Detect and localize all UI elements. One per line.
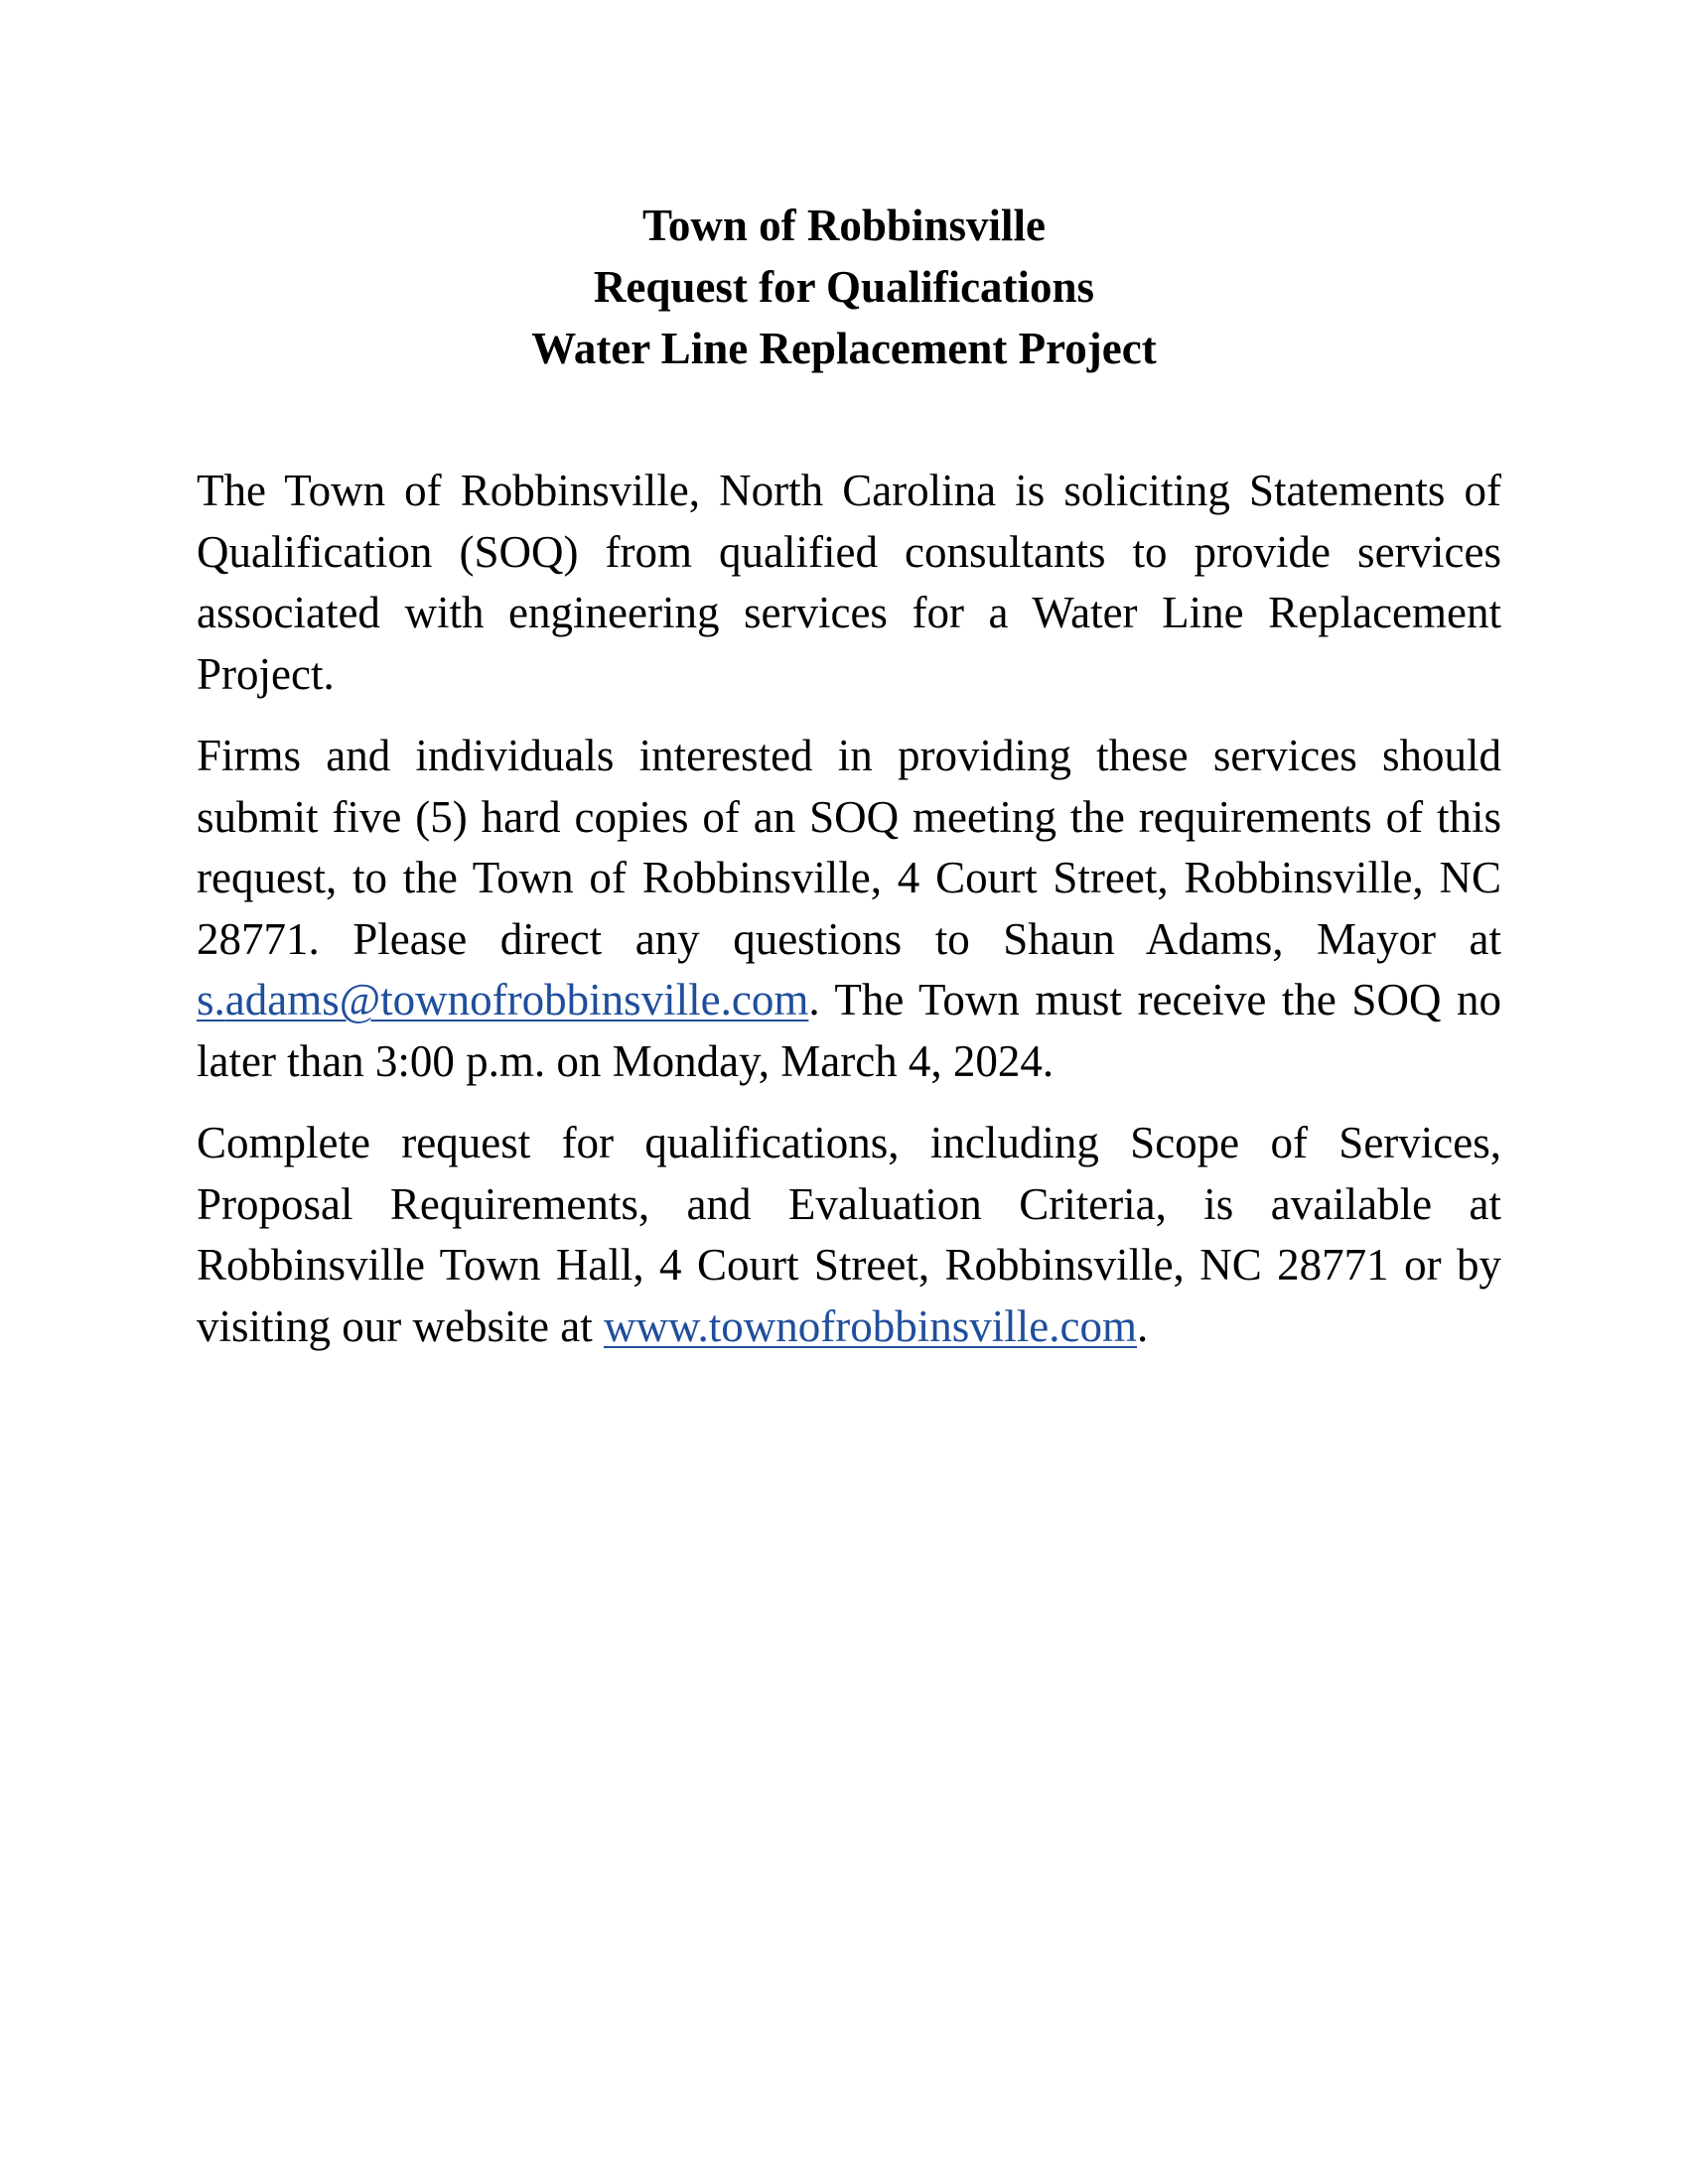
title-line-town: Town of Robbinsville — [642, 201, 1046, 250]
title-line-rfq: Request for Qualifications — [593, 262, 1095, 312]
paragraph-availability — [197, 1113, 1501, 1357]
email-link[interactable] — [197, 975, 808, 1024]
availability-text: Complete request for qualifications, including Scope of Services, Proposal Requirements, and Evaluation Criteria, is available at Robbinsville Town Hall, 4 Court Street, Robbinsville, NC 28771 or by visiting our website at — [197, 1118, 1501, 1351]
title-line-project: Water Line Replacement Project — [531, 324, 1157, 373]
email-address: adams@townofrobbinsville.com — [224, 975, 809, 1024]
availability-end: . — [1136, 1300, 1149, 1351]
paragraph-submission — [197, 726, 1501, 1092]
deadline-text: . The Town must receive the SOQ no later than 3:00 p.m. on Monday, March 4, 2024. — [197, 975, 1501, 1086]
website-link[interactable]: www.townofrobbinsville.com — [603, 1300, 1137, 1351]
submission-text: Firms and individuals interested in providing these services should submit five (5) hard copies of an SOQ meeting the requirements of this request, to the Town of Robbinsville, 4 Court Street, Robbinsville, NC 28771. Please direct any questions to Shaun Adams, Mayor at — [197, 731, 1501, 964]
paragraph-solicitation: The Town of Robbinsville, North Carolina is soliciting Statements of Qualification (SOQ) from qualified consultants to provide services associated with engineering services for a Water Line Replacement Project. — [197, 466, 1501, 699]
document-title — [0, 195, 1688, 379]
document-body — [197, 461, 1501, 1378]
email-prefix: s. — [197, 975, 225, 1024]
